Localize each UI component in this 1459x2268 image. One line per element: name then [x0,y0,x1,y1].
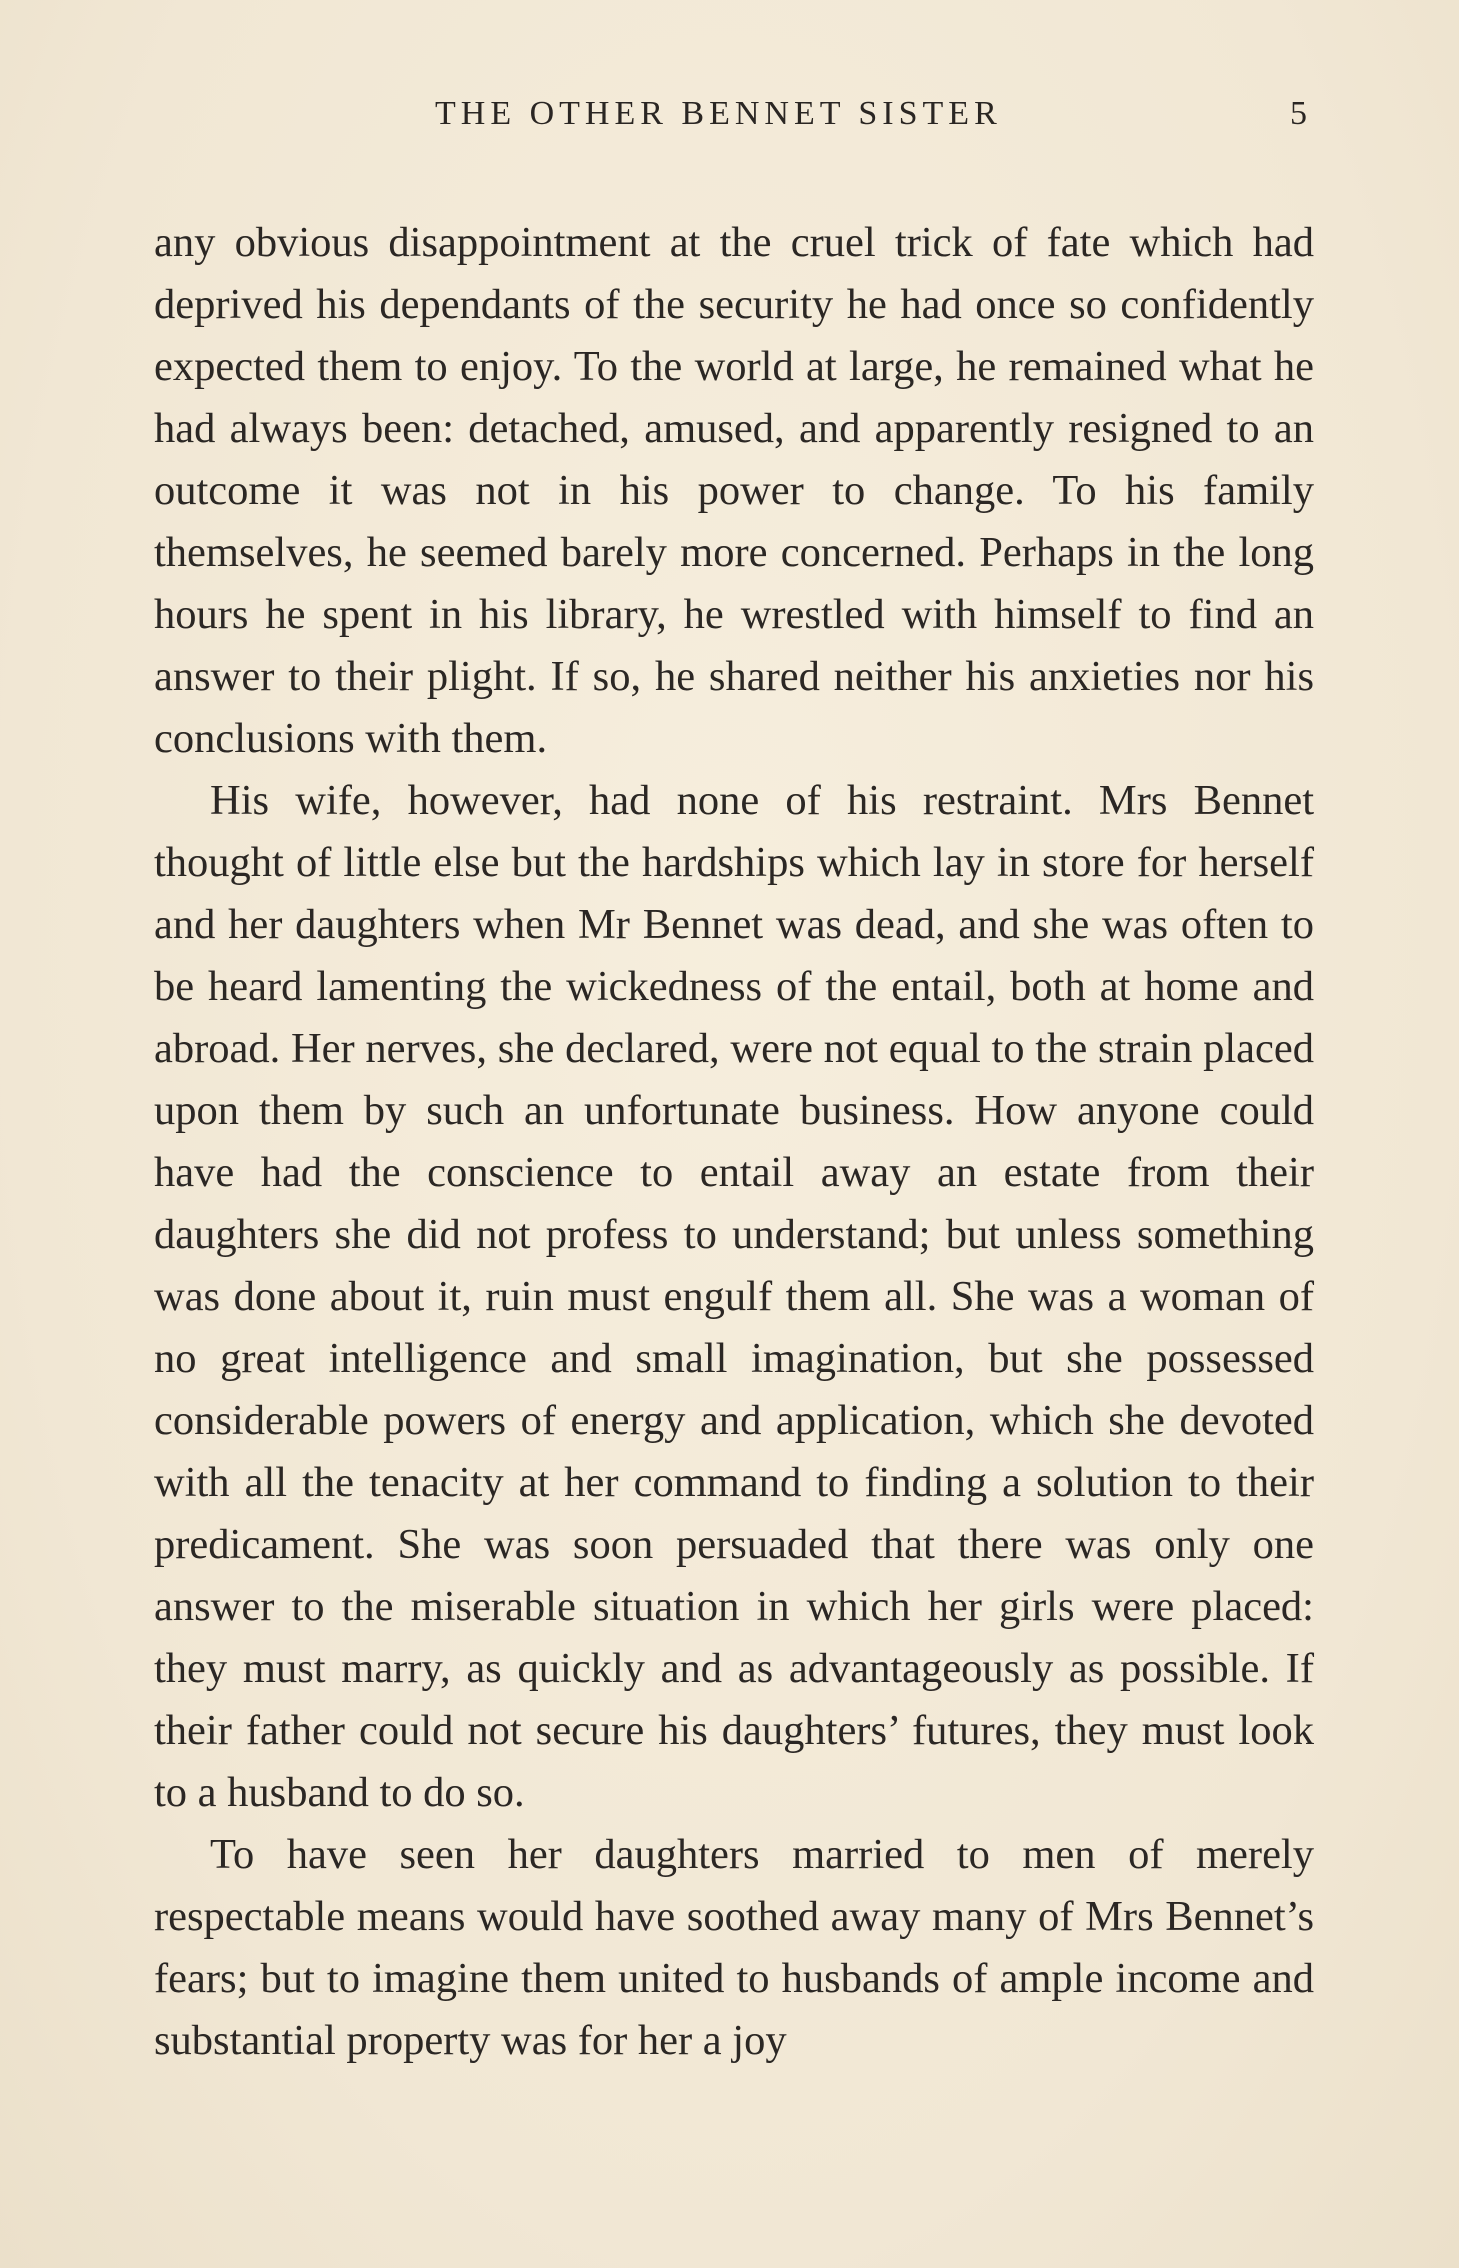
body-text [154,212,1314,2072]
paragraph: His wife, however, had none of his restraint. Mrs Bennet thought of little else but the hardships which lay in store for herself and her daughters when Mr Bennet was dead, and she was often to be heard lamenting the wickedness of the entail, both at home and abroad. Her nerves, she declared, were not equal to the strain placed upon them by such an unfortunate business. How anyone could have had the conscience to entail away an estate from their daughters she did not profess to understand; but unless something was done about it, ruin must engulf them all. She was a woman of no great intelligence and small imagination, but she possessed considerable powers of energy and application, which she devoted with all the tenacity at her command to finding a solution to their predicament. She was soon persuaded that there was only one answer to the miserable situation in which her girls were placed: they must marry, as quickly and as advantageously as possible. If their father could not secure his daughters’ futures, they must look to a husband to do so. [154,777,1314,1816]
page-number: 5 [1290,95,1307,132]
paragraph-continued: any obvious disappointment at the cruel trick of fate which had deprived his dependants of the security he had once so confidently expected them to enjoy. To the world at large, he remained what he had always been: detached, amused, and apparently resigned to an outcome it was not in his power to change. To his family themselves, he seemed barely more concerned. Perhaps in the long hours he spent in his library, he wrestled with himself to find an answer to their plight. If so, he shared neither his anxieties nor his conclusions with them. [154,219,1314,762]
running-head [0,92,1459,136]
paragraph: To have seen her daughters married to men of merely respectable means would have soothed away many of Mrs Bennet’s fears; but to imagine them united to husbands of ample income and substantial property was for her a joy [154,1831,1314,2064]
running-title: THE OTHER BENNET SISTER [435,95,1002,132]
